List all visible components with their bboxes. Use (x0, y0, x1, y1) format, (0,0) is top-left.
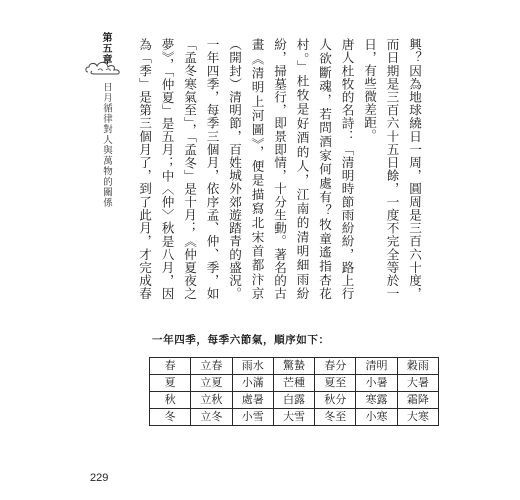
solar-term-cell: 霜降 (397, 392, 438, 409)
page-number: 229 (90, 472, 109, 484)
solar-term-cell: 穀雨 (397, 358, 438, 375)
table-row (150, 375, 439, 392)
solar-term-cell: 夏至 (315, 375, 356, 392)
solar-terms-table (149, 357, 439, 426)
paragraph: 興？因為地球繞日一周，圓周是三百六十度，而日期是三百六十五日餘，一度不完全等於一日，有些微差距。 (362, 38, 422, 300)
solar-term-cell: 白露 (273, 392, 314, 409)
solar-term-cell: 秋分 (315, 392, 356, 409)
table-row (150, 409, 439, 426)
season-cell: 秋 (150, 392, 191, 409)
season-cell: 冬 (150, 409, 191, 426)
solar-term-cell: 立冬 (191, 409, 232, 426)
solar-term-cell: 立秋 (191, 392, 232, 409)
solar-term-cell: 雨水 (232, 358, 273, 375)
solar-term-cell: 立夏 (191, 375, 232, 392)
cloud-ornament-icon (84, 58, 126, 80)
chapter-label: 第五章 (100, 32, 111, 65)
solar-term-cell: 驚蟄 (273, 358, 314, 375)
solar-term-cell: 小寒 (356, 409, 397, 426)
solar-term-cell: 春分 (315, 358, 356, 375)
solar-term-cell: 寒露 (356, 392, 397, 409)
paragraph: 唐人杜牧的名詩：「清明時節雨紛紛，路上行人欲斷魂，若問酒家何處有？牧童遙指杏花村。」杜牧是好酒的人，江南的清明細雨紛紛，掃墓行，即景即情，十分生動。著名的古畫《清明上河圖》，便是描寫北宋首都汴京（開封）清明節，百姓城外郊遊踏青的盛況。一年四季，每季三個月，依序孟、仲、季，如「孟冬寒氣至」，「孟冬」是十月；《仲夏夜之夢》，「仲夏」是五月；中〈仲〉秋是八月，因為「季」是第三個月了，到了此月，才完成春 (137, 38, 355, 300)
season-cell: 春 (150, 358, 191, 375)
solar-term-cell: 大暑 (397, 375, 438, 392)
season-cell: 夏 (150, 375, 191, 392)
table-row (150, 392, 439, 409)
solar-term-cell: 清明 (356, 358, 397, 375)
body-text (135, 38, 425, 300)
solar-term-cell: 冬至 (315, 409, 356, 426)
solar-term-cell: 小滿 (232, 375, 273, 392)
table-row (150, 358, 439, 375)
solar-term-cell: 芒種 (273, 375, 314, 392)
solar-term-cell: 立春 (191, 358, 232, 375)
solar-term-cell: 小雪 (232, 409, 273, 426)
solar-term-cell: 小暑 (356, 375, 397, 392)
chapter-subtitle: 日月循律對人與萬物的關係 (101, 82, 112, 208)
table-caption: 一年四季，每季六節氣，順序如下： (152, 334, 330, 346)
solar-term-cell: 大寒 (397, 409, 438, 426)
solar-term-cell: 大雪 (273, 409, 314, 426)
solar-term-cell: 處暑 (232, 392, 273, 409)
